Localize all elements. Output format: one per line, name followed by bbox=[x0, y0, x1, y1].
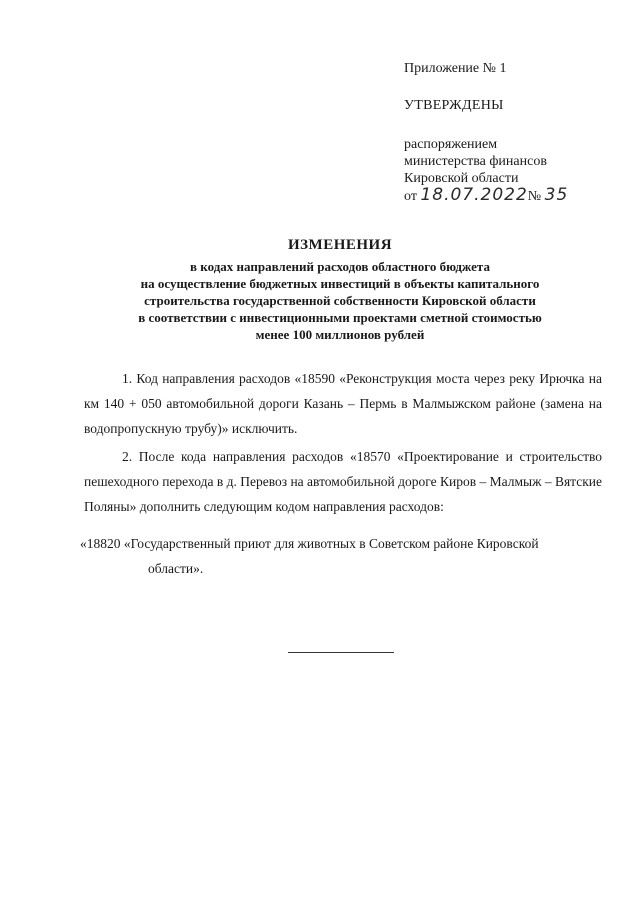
paragraph-2: 2. После кода направления расходов «18570 «Проектирование и строительство пешеходного перехода в д. Перевоз на автомобильной дороге Киров – Малмыж – Вятские Поляны» дополнить следующим кодом направления расходов: bbox=[84, 449, 602, 514]
from-label: от bbox=[404, 189, 417, 204]
closing-divider bbox=[288, 652, 394, 653]
document-heading bbox=[60, 237, 620, 343]
subtitle-line-5: менее 100 миллионов рублей bbox=[255, 327, 425, 342]
paragraph-1: 1. Код направления расходов «18590 «Реконструкция моста через реку Ирючка на км 140 + 050 автомобильной дороги Казань – Пермь в Малмыжском районе (замена на водопропускную трубу)» исключить. bbox=[84, 371, 602, 436]
appendix-number: Приложение № 1 bbox=[404, 61, 507, 76]
handwritten-number: 35 bbox=[544, 185, 569, 205]
document-title: ИЗМЕНЕНИЯ bbox=[287, 237, 393, 253]
subtitle-line-2: на осуществление бюджетных инвестиций в объекты капитального bbox=[140, 276, 540, 291]
number-label: № bbox=[527, 189, 542, 204]
approved-label: УТВЕРЖДЕНЫ bbox=[404, 98, 504, 113]
approved-by-line-2: министерства финансов bbox=[404, 154, 547, 169]
order-date-number-line bbox=[404, 187, 634, 205]
new-code-line: «18820 «Государственный приют для животных в Советском районе Кировской bbox=[80, 536, 539, 551]
approved-by-line-3: Кировской области bbox=[404, 171, 519, 186]
new-code-continuation: области». bbox=[148, 561, 204, 576]
subtitle-line-4: в соответствии с инвестиционными проектами сметной стоимостью bbox=[138, 310, 542, 325]
approval-stamp bbox=[404, 60, 634, 205]
subtitle-line-3: строительства государственной собственности Кировской области bbox=[144, 293, 536, 308]
document-body bbox=[80, 366, 602, 581]
subtitle-line-1: в кодах направлений расходов областного бюджета bbox=[190, 259, 490, 274]
approved-by-line-1: распоряжением bbox=[404, 137, 498, 152]
handwritten-date: 18.07.2022 bbox=[420, 185, 528, 205]
